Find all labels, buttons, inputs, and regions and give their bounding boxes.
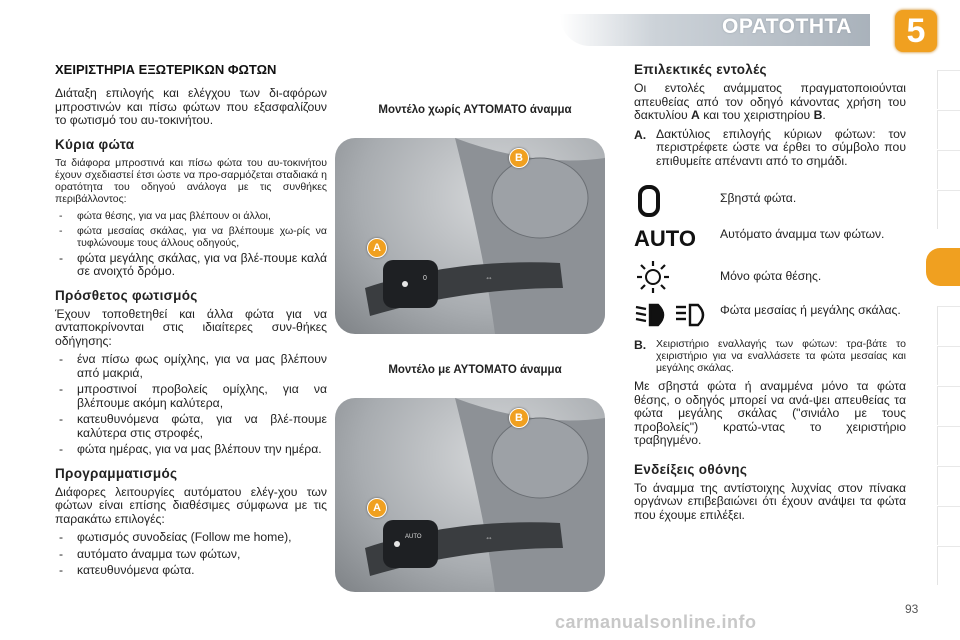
stalk-illustration	[335, 138, 605, 334]
intro-ref-b: B	[813, 108, 823, 122]
caption-with-auto: Μοντέλο με ΑΥΤΟΜΑΤΟ άναμμα	[388, 364, 562, 376]
icon-row-auto	[634, 226, 906, 252]
item-a-text: Δακτύλιος επιλογής κύριων φώτων: τον περιστρέφετε ώστε να έρθει το σύμβολο που επιθυμείτε απέναντι από το σημάδι.	[656, 126, 906, 168]
label-a-top: A	[367, 238, 387, 258]
display-paragraph: Το άναμμα της αντίστοιχης λυχνίας στον πίνακα οργάνων επιβεβαιώνει ότι έχουν ανάψει τα φώτα που έχουμε επιλέξει.	[634, 480, 906, 522]
auto-icon	[634, 226, 720, 252]
side-tab-10[interactable]	[937, 466, 960, 505]
main-lights-text: Τα διάφορα μπροστινά και πίσω φώτα του αυ-τοκινήτου έχουν σχεδιαστεί έτσι ώστε να προ-σαρμόζεται σταδιακά η ορατότητα του οδηγού ανάλογα με τις συνθήκες περιβάλλοντος:	[55, 156, 327, 205]
additional-lighting-list	[55, 353, 327, 457]
chapter-side-tabs	[930, 70, 960, 620]
list-item: - φώτα θέσης, για να μας βλέπουν οι άλλοι,	[55, 210, 327, 222]
intro-paragraph: Διάταξη επιλογής και ελέγχου των δι-αφόρων μπροστινών και πίσω φώτων που εξασφαλίζουν το φωτισμό του αυ-τοκινήτου.	[55, 86, 327, 127]
stalk-symbol: ⇔	[485, 533, 493, 542]
side-tab-7[interactable]	[937, 346, 960, 385]
heading-main-lights: Κύρια φώτα	[55, 136, 135, 152]
ring-a	[383, 520, 438, 568]
side-tab-12[interactable]	[937, 546, 960, 585]
side-tab-2[interactable]	[937, 110, 960, 149]
steering-boss	[492, 158, 588, 238]
list-item: - κατευθυνόμενα φώτα, για να βλέ-πουμε καλύτερα στις στροφές,	[55, 413, 327, 440]
programming-list	[55, 531, 327, 578]
label-a-bottom: A	[367, 498, 387, 518]
stalk-photo-with-auto	[335, 398, 605, 592]
label-b-top: B	[509, 148, 529, 168]
icon-row-beams	[634, 302, 906, 328]
icon-row-position	[634, 260, 906, 294]
item-b-label: B.	[634, 338, 647, 352]
programming-text: Διάφορες λειτουργίες αυτόματου ελέγ-χου των φώτων είναι επίσης διαθέσιμες σύμφωνα με τις παρακάτω επιλογές:	[55, 484, 327, 526]
heading-programming: Προγραμματισμός	[55, 465, 178, 481]
side-tab-6[interactable]	[937, 306, 960, 345]
icon-row-off	[634, 184, 906, 218]
intro-part-2: και του χειριστηρίου	[699, 108, 814, 122]
side-tab-5-active[interactable]	[926, 248, 960, 286]
item-b	[634, 338, 906, 374]
ring-marker	[394, 541, 400, 547]
lights-off-icon	[634, 184, 720, 218]
stalk-photo-without-auto	[335, 138, 605, 334]
label-b-bottom: B	[509, 408, 529, 428]
caption-without-auto: Μοντέλο χωρίς ΑΥΤΟΜΑΤΟ άναμμα	[378, 104, 572, 116]
side-tab-9[interactable]	[937, 426, 960, 465]
side-tab-11[interactable]	[937, 506, 960, 545]
heading-additional-lighting: Πρόσθετος φωτισμός	[55, 287, 198, 303]
side-tab-4[interactable]	[937, 190, 960, 229]
list-item: - φώτα ημέρας, για να μας βλέπουν την ημέρα.	[55, 443, 327, 457]
heading-display-indications: Ενδείξεις οθόνης	[634, 461, 748, 477]
page-number: 93	[905, 602, 919, 616]
steering-boss	[492, 418, 588, 498]
side-tab-1[interactable]	[937, 70, 960, 109]
list-item: - κατευθυνόμενα φώτα.	[55, 564, 327, 578]
item-a	[634, 128, 906, 169]
side-tab-8[interactable]	[937, 386, 960, 425]
section-title: ΧΕΙΡΙΣΤΗΡΙΑ ΕΞΩΤΕΡΙΚΩΝ ΦΩΤΩΝ	[55, 62, 277, 77]
list-item: - αυτόματο άναμμα των φώτων,	[55, 548, 327, 562]
chapter-title: ΟΡΑΤΟΤΗΤΑ	[722, 15, 852, 38]
left-column	[55, 62, 327, 582]
list-item: - φώτα μεσαίας σκάλας, για να βλέπουμε χω-ρίς να τυφλώνουμε τους άλλους οδηγούς,	[55, 225, 327, 249]
ring-symbol: 0	[423, 275, 427, 282]
main-lights-list	[55, 210, 327, 279]
intro-ref-a: A	[691, 108, 700, 122]
stalk-auto-text: AUTO	[405, 534, 422, 540]
list-item: - ένα πίσω φως ομίχλης, για να μας βλέπουν από μακριά,	[55, 353, 327, 380]
stalk-illustration-auto	[335, 398, 605, 592]
list-item: - μπροστινοί προβολείς ομίχλης, για να βλέπουμε ακόμη καλύτερα,	[55, 383, 327, 410]
item-a-label: A.	[634, 127, 647, 142]
side-tab-3[interactable]	[937, 150, 960, 189]
chapter-number-badge: 5	[895, 10, 937, 52]
intro-part-1: Οι εντολές ανάμματος πραγματοποιούνται απευθείας από τον οδηγό κάνοντας χρήση του δακτυλίου	[634, 81, 906, 122]
intro-part-3: .	[822, 108, 826, 122]
stalk-symbol: ⇔	[485, 273, 493, 282]
icon-text-beams: Φώτα μεσαίας ή μεγάλης σκάλας.	[720, 303, 901, 317]
list-item: - φώτα μεγάλης σκάλας, για να βλέ-πουμε καλά σε ανοιχτό δρόμο.	[55, 252, 327, 279]
heading-selective-commands: Επιλεκτικές εντολές	[634, 62, 767, 77]
ring-marker	[402, 281, 408, 287]
list-item: - φωτισμός συνοδείας (Follow me home),	[55, 531, 327, 545]
icon-text-off: Σβηστά φώτα.	[720, 191, 797, 205]
selective-intro	[634, 82, 906, 123]
ring-a	[383, 260, 438, 308]
auto-glyph: AUTO	[634, 226, 696, 251]
right-column	[634, 62, 906, 527]
dipped-main-beam-icon	[634, 302, 720, 328]
icon-text-auto: Αυτόματο άναμμα των φώτων.	[720, 227, 885, 241]
page-header	[0, 0, 960, 50]
item-b-text: Χειριστήριο εναλλαγής των φώτων: τρα-βάτε το χειριστήριο για να εναλλάσετε τα φώτα μεσαίας και μεγάλης σκάλας.	[656, 338, 906, 374]
flash-paragraph: Με σβηστά φώτα ή αναμμένα μόνο τα φώτα θέσης, ο οδηγός μπορεί να ανά-ψει απευθείας τα φώτα μεγάλης σκάλας ("σινιάλο με τους προβολείς") κρατώ-ντας το χειριστήριο τραβηγμένο.	[634, 379, 906, 447]
icon-text-position: Μόνο φώτα θέσης.	[720, 269, 822, 283]
position-lights-icon	[634, 260, 720, 294]
watermark: carmanualsonline.info	[555, 612, 757, 632]
additional-lighting-text: Έχουν τοποθετηθεί και άλλα φώτα για να ανταποκρίνονται στις ιδιαίτερες συν-θήκες οδήγησης:	[55, 306, 327, 348]
